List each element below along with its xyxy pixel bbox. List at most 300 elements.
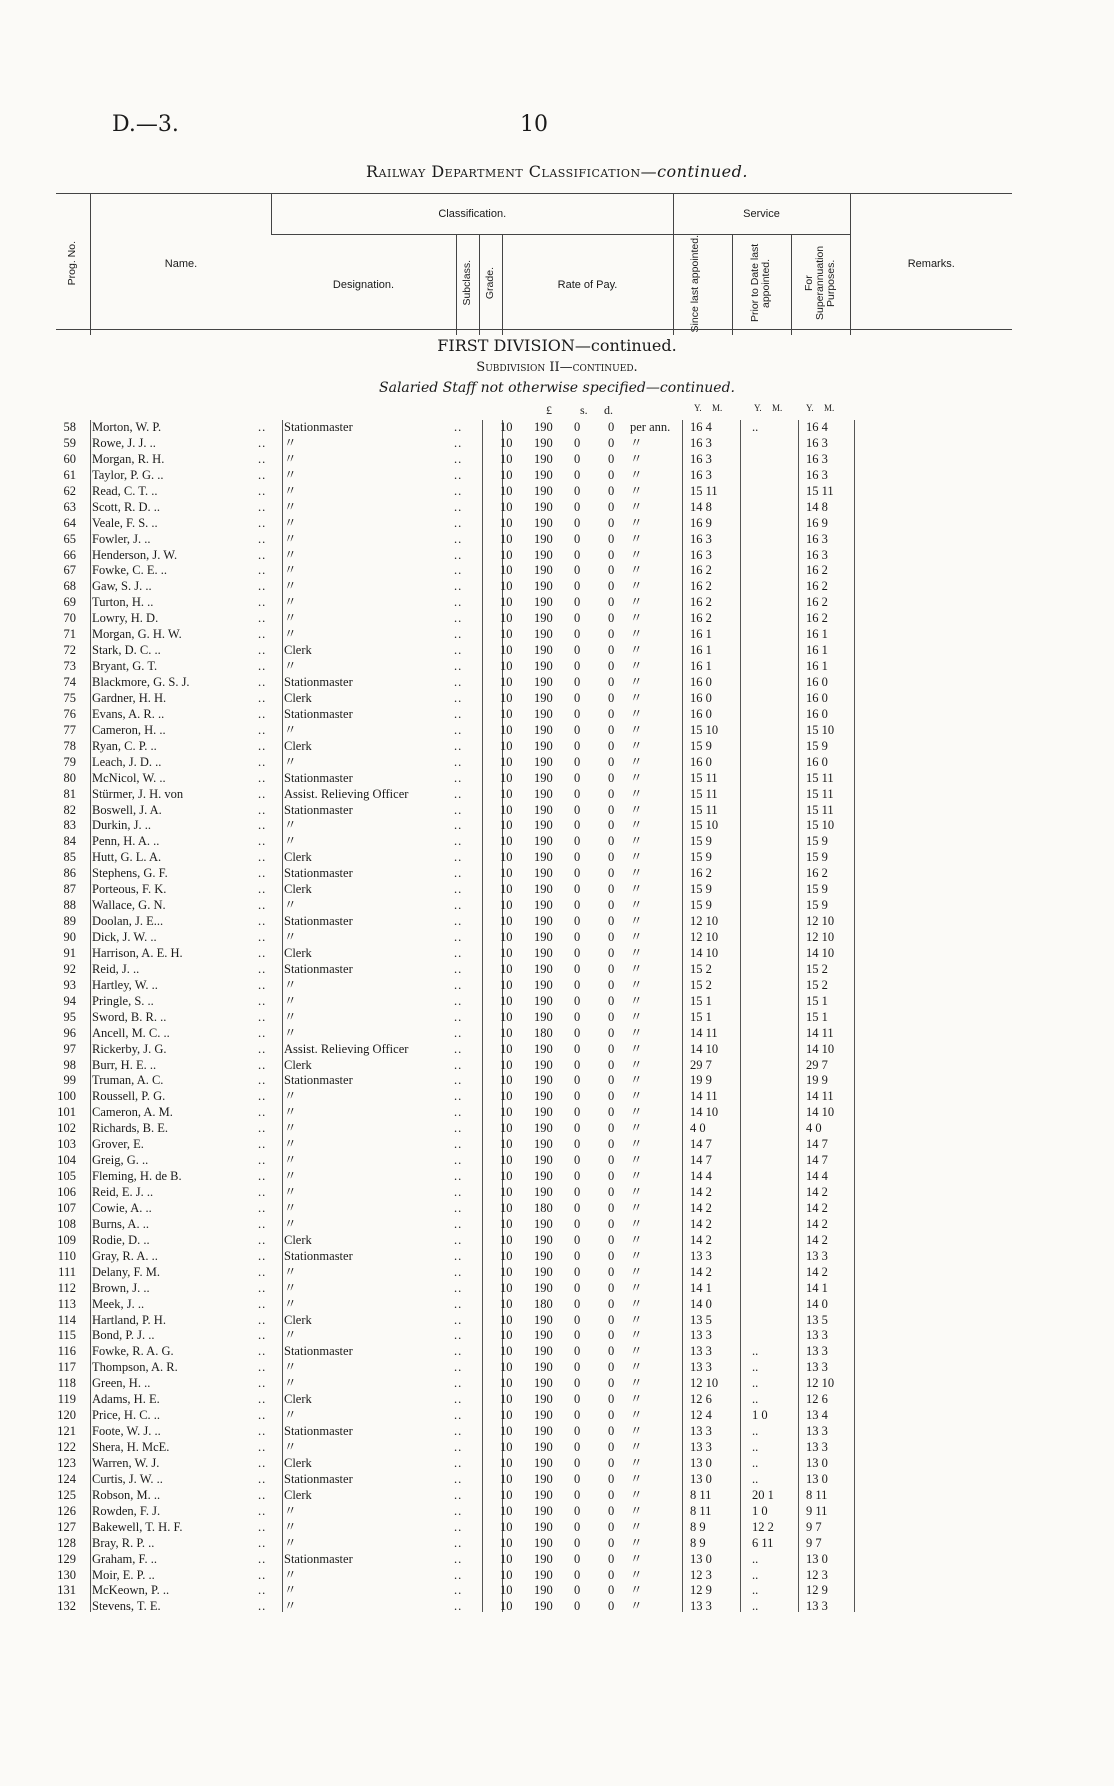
cell-since: 16 9 — [690, 515, 712, 530]
cell-super: 12 3 — [806, 1567, 828, 1582]
cell-name: Stark, D. C. .. — [92, 643, 161, 658]
cell-d: 0 — [608, 882, 615, 897]
cell-grade: 10 — [500, 627, 513, 642]
cell-super: 9 7 — [806, 1535, 822, 1550]
cell-name: Bray, R. P. .. — [92, 1535, 155, 1550]
cell-des: Stationmaster — [284, 1248, 353, 1263]
cell-super: 16 0 — [806, 675, 828, 689]
leader-dots: .. — [454, 1519, 463, 1534]
table-row — [56, 1392, 1016, 1408]
leader-dots: .. — [258, 1121, 267, 1136]
table-row — [56, 1504, 1016, 1520]
table-row — [56, 1472, 1016, 1488]
cell-d: 0 — [608, 659, 615, 674]
col-prior: Prior to Date last appointed. — [732, 234, 791, 335]
leader-dots: .. — [258, 1551, 267, 1566]
cell-super: 16 3 — [806, 531, 828, 546]
leader-dots: .. — [258, 850, 267, 865]
cell-des: 〃 — [284, 531, 297, 546]
cell-super: 14 2 — [806, 1264, 828, 1279]
cell-s: 0 — [574, 1121, 581, 1136]
cell-super: 13 3 — [806, 1328, 828, 1343]
cell-name: Moir, E. P. .. — [92, 1567, 155, 1582]
cell-name: Gaw, S. J. .. — [92, 579, 152, 594]
cell-name: Grover, E. — [92, 1137, 144, 1152]
cell-pay: 190 — [534, 706, 553, 721]
cell-super: 16 2 — [806, 866, 828, 881]
cell-s: 0 — [574, 818, 581, 833]
cell-pay: 190 — [534, 1519, 553, 1534]
cell-grade: 10 — [500, 834, 513, 849]
cell-grade: 10 — [500, 1312, 513, 1327]
cell-super: 13 3 — [806, 1344, 828, 1359]
col-rate: Rate of Pay. — [502, 234, 673, 335]
cell-d: 0 — [608, 1360, 615, 1375]
table-row — [56, 627, 1016, 643]
leader-dots: .. — [454, 706, 463, 721]
cell-s: 0 — [574, 1376, 581, 1391]
table-row — [56, 1201, 1016, 1217]
cell-pay: 190 — [534, 627, 553, 642]
table-row — [56, 1073, 1016, 1089]
cell-d: 0 — [608, 547, 615, 562]
cell-super: 14 2 — [806, 1232, 828, 1247]
cell-pay: 190 — [534, 786, 553, 801]
table-row — [56, 1583, 1016, 1599]
leader-dots: .. — [258, 563, 267, 578]
cell-s: 0 — [574, 993, 581, 1008]
col-since: Since last appointed. — [673, 234, 732, 335]
cell-name: Morton, W. P. — [92, 420, 162, 434]
col-grade: Grade. — [479, 234, 502, 335]
cell-d: 0 — [608, 1009, 615, 1024]
cell-pay: 190 — [534, 1248, 553, 1263]
cell-grade: 10 — [500, 1216, 513, 1231]
leader-dots: .. — [454, 579, 463, 594]
cell-des: 〃 — [284, 1280, 297, 1295]
cell-d: 0 — [608, 866, 615, 881]
cell-name: Morgan, G. H. W. — [92, 627, 182, 642]
cell-no: 73 — [63, 659, 76, 674]
cell-s: 0 — [574, 1440, 581, 1454]
cell-name: Adams, H. E. — [92, 1392, 160, 1407]
cell-since: 8 9 — [690, 1535, 706, 1550]
cell-since: 12 3 — [690, 1567, 712, 1582]
cell-pay: 190 — [534, 898, 553, 913]
cell-super: 16 0 — [806, 706, 828, 721]
cell-s: 0 — [574, 1169, 581, 1184]
cell-pay: 190 — [534, 738, 553, 753]
leader-dots: .. — [258, 643, 267, 658]
leader-dots: .. — [454, 1105, 463, 1120]
table-row — [56, 1344, 1016, 1360]
cell-no: 70 — [63, 611, 76, 626]
cell-grade: 10 — [500, 898, 513, 913]
cell-per: 〃 — [630, 1105, 643, 1120]
cell-super: 13 0 — [806, 1455, 828, 1470]
cell-no: 107 — [57, 1200, 76, 1215]
cell-d: 0 — [608, 1185, 615, 1199]
cell-name: Robson, M. .. — [92, 1487, 161, 1502]
cell-s: 0 — [574, 770, 581, 785]
cell-s: 0 — [574, 1551, 581, 1566]
cell-des: Clerk — [284, 1232, 312, 1247]
cell-des: 〃 — [284, 659, 297, 674]
leader-dots: .. — [454, 1360, 463, 1375]
cell-des: 〃 — [284, 467, 297, 482]
cell-super: 16 2 — [806, 563, 828, 578]
table-row — [56, 1424, 1016, 1440]
cell-super: 14 7 — [806, 1137, 828, 1152]
cell-since: 14 1 — [690, 1280, 712, 1295]
cell-since: 12 10 — [690, 1376, 719, 1391]
cell-s: 0 — [574, 1264, 581, 1279]
cell-super: 15 10 — [806, 722, 835, 737]
title-continued: continued. — [657, 162, 748, 181]
table-row — [56, 1169, 1016, 1185]
cell-per: 〃 — [630, 1519, 643, 1534]
cell-pay: 190 — [534, 1599, 553, 1614]
cell-pay: 190 — [534, 563, 553, 578]
cell-no: 98 — [63, 1057, 76, 1072]
cell-des: Clerk — [284, 1057, 312, 1072]
cell-grade: 10 — [500, 467, 513, 482]
cell-pay: 190 — [534, 1264, 553, 1279]
cell-s: 0 — [574, 738, 581, 753]
cell-since: 12 10 — [690, 914, 719, 929]
cell-per: 〃 — [630, 1153, 643, 1168]
cell-grade: 10 — [500, 1408, 513, 1423]
cell-name: Richards, B. E. — [92, 1121, 169, 1136]
leader-dots: .. — [454, 786, 463, 801]
cell-per: 〃 — [630, 834, 643, 849]
leader-dots: .. — [258, 961, 267, 976]
cell-name: Scott, R. D. .. — [92, 499, 161, 514]
leader-dots: .. — [454, 1248, 463, 1263]
table-row — [56, 1233, 1016, 1249]
cell-d: 0 — [608, 435, 615, 450]
leader-dots: .. — [258, 499, 267, 514]
cell-d: 0 — [608, 930, 615, 944]
cell-d: 0 — [608, 1567, 615, 1582]
cell-no: 62 — [63, 483, 76, 498]
table-row — [56, 1536, 1016, 1552]
cell-per: 〃 — [630, 1551, 643, 1566]
cell-since: 14 8 — [690, 499, 712, 514]
leader-dots: .. — [454, 1487, 463, 1502]
leader-dots: .. — [258, 898, 267, 913]
cell-grade: 10 — [500, 1169, 513, 1184]
cell-per: 〃 — [630, 675, 643, 689]
cell-per: 〃 — [630, 515, 643, 530]
cell-name: Reid, E. J. .. — [92, 1185, 154, 1199]
cell-since: 16 0 — [690, 706, 712, 721]
leader-dots: .. — [454, 1424, 463, 1439]
cell-super: 15 11 — [806, 770, 834, 785]
cell-pay: 190 — [534, 1312, 553, 1327]
leader-dots: .. — [258, 1440, 267, 1454]
cell-since: 13 3 — [690, 1424, 712, 1439]
leader-dots: .. — [454, 1296, 463, 1311]
cell-des: Stationmaster — [284, 1471, 353, 1486]
cell-per: 〃 — [630, 1089, 643, 1104]
cell-name: Burns, A. .. — [92, 1216, 149, 1231]
leader-dots: .. — [258, 1153, 267, 1168]
cell-name: Ryan, C. P. .. — [92, 738, 157, 753]
cell-no: 90 — [63, 930, 76, 944]
cell-d: 0 — [608, 1344, 615, 1359]
cell-per: 〃 — [630, 1073, 643, 1088]
cell-pay: 190 — [534, 850, 553, 865]
cell-s: 0 — [574, 914, 581, 929]
cell-super: 13 3 — [806, 1424, 828, 1439]
cell-per: 〃 — [630, 1312, 643, 1327]
cell-since: 14 11 — [690, 1089, 718, 1104]
cell-since: 14 4 — [690, 1169, 712, 1184]
leader-dots: .. — [258, 754, 267, 769]
cell-name: Taylor, P. G. .. — [92, 467, 164, 482]
cell-s: 0 — [574, 786, 581, 801]
cell-no: 79 — [63, 754, 76, 769]
leader-dots: .. — [454, 1025, 463, 1040]
cell-per: 〃 — [630, 1535, 643, 1550]
cell-name: Boswell, J. A. — [92, 802, 162, 817]
table-row — [56, 1440, 1016, 1456]
cell-d: 0 — [608, 595, 615, 610]
cell-no: 65 — [63, 531, 76, 546]
table-row — [56, 1105, 1016, 1121]
cell-since: 12 10 — [690, 930, 719, 944]
cell-super: 14 8 — [806, 499, 828, 514]
cell-d: 0 — [608, 770, 615, 785]
cell-super: 12 9 — [806, 1583, 828, 1598]
table-row — [56, 1376, 1016, 1392]
cell-d: 0 — [608, 1137, 615, 1152]
cell-since: 15 1 — [690, 1009, 712, 1024]
cell-no: 71 — [63, 627, 76, 642]
cell-d: 0 — [608, 1535, 615, 1550]
cell-pay: 190 — [534, 420, 553, 434]
cell-des: Clerk — [284, 1487, 312, 1502]
table-row — [56, 739, 1016, 755]
table-row — [56, 850, 1016, 866]
cell-d: 0 — [608, 754, 615, 769]
cell-name: Cameron, H. .. — [92, 722, 166, 737]
cell-super: 15 1 — [806, 993, 828, 1008]
cell-name: Stürmer, J. H. von — [92, 786, 184, 801]
leader-dots: .. — [454, 1312, 463, 1327]
cell-d: 0 — [608, 1599, 615, 1614]
cell-super: 13 0 — [806, 1551, 828, 1566]
cell-grade: 10 — [500, 1599, 513, 1614]
cell-des: Clerk — [284, 850, 312, 865]
leader-dots: .. — [258, 595, 267, 610]
cell-s: 0 — [574, 643, 581, 658]
cell-des: 〃 — [284, 1185, 297, 1199]
table-row — [56, 500, 1016, 516]
col-name: Name. — [91, 194, 272, 335]
cell-name: Sword, B. R. .. — [92, 1009, 167, 1024]
table-row — [56, 468, 1016, 484]
cell-per: 〃 — [630, 690, 643, 705]
cell-d: 0 — [608, 834, 615, 849]
cell-no: 120 — [57, 1408, 76, 1423]
cell-grade: 10 — [500, 643, 513, 658]
leader-dots: .. — [258, 467, 267, 482]
cell-d: 0 — [608, 706, 615, 721]
table-row — [56, 548, 1016, 564]
cell-des: 〃 — [284, 1503, 297, 1518]
cell-pay: 190 — [534, 802, 553, 817]
cell-des: Assist. Relieving Officer — [284, 786, 409, 801]
cell-per: 〃 — [630, 1487, 643, 1502]
leader-dots: .. — [454, 1503, 463, 1518]
leader-dots: .. — [454, 563, 463, 578]
cell-since: 15 2 — [690, 977, 712, 992]
leader-dots: .. — [454, 1057, 463, 1072]
cell-name: Fowke, C. E. .. — [92, 563, 167, 578]
leader-dots: .. — [258, 818, 267, 833]
cell-prior: 6 11 — [752, 1535, 774, 1550]
table-row — [56, 866, 1016, 882]
cell-pay: 190 — [534, 690, 553, 705]
cell-des: 〃 — [284, 1121, 297, 1136]
cell-d: 0 — [608, 1073, 615, 1088]
cell-pay: 190 — [534, 914, 553, 929]
leader-dots: .. — [258, 866, 267, 881]
leader-dots: .. — [454, 467, 463, 482]
cell-d: 0 — [608, 898, 615, 913]
cell-since: 8 11 — [690, 1487, 712, 1502]
cell-des: 〃 — [284, 451, 297, 466]
cell-name: Green, H. .. — [92, 1376, 151, 1391]
cell-s: 0 — [574, 961, 581, 976]
leader-dots: .. — [454, 818, 463, 833]
cell-since: 16 4 — [690, 420, 712, 434]
leader-dots: .. — [454, 451, 463, 466]
cell-des: 〃 — [284, 754, 297, 769]
cell-since: 15 10 — [690, 818, 719, 833]
cell-s: 0 — [574, 483, 581, 498]
cell-pay: 180 — [534, 1200, 553, 1215]
cell-grade: 10 — [500, 961, 513, 976]
leader-dots: .. — [258, 1344, 267, 1359]
cell-des: Stationmaster — [284, 706, 353, 721]
cell-since: 13 3 — [690, 1440, 712, 1454]
cell-per: 〃 — [630, 1599, 643, 1614]
leader-dots: .. — [258, 1089, 267, 1104]
cell-des: 〃 — [284, 1328, 297, 1343]
cell-s: 0 — [574, 1232, 581, 1247]
leader-dots: .. — [258, 1360, 267, 1375]
cell-s: 0 — [574, 1567, 581, 1582]
cell-grade: 10 — [500, 515, 513, 530]
cell-per: 〃 — [630, 595, 643, 610]
cell-grade: 10 — [500, 754, 513, 769]
cell-no: 80 — [63, 770, 76, 785]
leader-dots: .. — [258, 547, 267, 562]
cell-no: 89 — [63, 914, 76, 929]
leader-dots: .. — [454, 802, 463, 817]
cell-no: 67 — [63, 563, 76, 578]
leader-dots: .. — [454, 1280, 463, 1295]
cell-s: 0 — [574, 930, 581, 944]
cell-since: 16 2 — [690, 579, 712, 594]
cell-grade: 10 — [500, 1376, 513, 1391]
cell-d: 0 — [608, 1424, 615, 1439]
cell-pay: 190 — [534, 1121, 553, 1136]
cell-super: 16 1 — [806, 627, 828, 642]
leader-dots: .. — [454, 643, 463, 658]
cell-s: 0 — [574, 659, 581, 674]
cell-since: 8 9 — [690, 1519, 706, 1534]
cell-per: 〃 — [630, 1185, 643, 1199]
cell-since: 13 3 — [690, 1328, 712, 1343]
leader-dots: .. — [454, 1599, 463, 1614]
cell-s: 0 — [574, 1153, 581, 1168]
cell-d: 0 — [608, 914, 615, 929]
cell-super: 16 2 — [806, 611, 828, 626]
cell-since: 16 3 — [690, 435, 712, 450]
cell-no: 58 — [63, 420, 76, 434]
leader-dots: .. — [454, 1471, 463, 1486]
cell-since: 15 11 — [690, 786, 718, 801]
cell-super: 13 5 — [806, 1312, 828, 1327]
cell-des: Stationmaster — [284, 1073, 353, 1088]
cell-s: 0 — [574, 898, 581, 913]
cell-super: 13 0 — [806, 1471, 828, 1486]
cell-d: 0 — [608, 611, 615, 626]
table-row — [56, 946, 1016, 962]
cell-per: 〃 — [630, 1169, 643, 1184]
table-row — [56, 1568, 1016, 1584]
cell-grade: 10 — [500, 1025, 513, 1040]
leader-dots: .. — [454, 1567, 463, 1582]
cell-s: 0 — [574, 675, 581, 689]
cell-s: 0 — [574, 1057, 581, 1072]
cell-no: 83 — [63, 818, 76, 833]
leader-dots: .. — [258, 420, 267, 434]
cell-prior: .. — [752, 420, 759, 434]
cell-d: 0 — [608, 675, 615, 689]
leader-dots: .. — [258, 1471, 267, 1486]
cell-pay: 190 — [534, 1471, 553, 1486]
cell-since: 29 7 — [690, 1057, 712, 1072]
cell-d: 0 — [608, 420, 615, 434]
unit-m3: M. — [824, 403, 835, 413]
leader-dots: .. — [454, 499, 463, 514]
table-row — [56, 962, 1016, 978]
cell-name: Fowke, R. A. G. — [92, 1344, 174, 1359]
cell-no: 76 — [63, 706, 76, 721]
cell-no: 91 — [63, 945, 76, 960]
cell-name: Penn, H. A. .. — [92, 834, 160, 849]
cell-super: 19 9 — [806, 1073, 828, 1088]
cell-des: 〃 — [284, 818, 297, 833]
cell-since: 14 2 — [690, 1216, 712, 1231]
cell-d: 0 — [608, 802, 615, 817]
cell-name: Morgan, R. H. — [92, 451, 165, 466]
page-number: 10 — [520, 112, 548, 137]
table-row — [56, 643, 1016, 659]
cell-super: 16 0 — [806, 754, 828, 769]
cell-s: 0 — [574, 802, 581, 817]
cell-per: 〃 — [630, 1408, 643, 1423]
cell-name: Reid, J. .. — [92, 961, 140, 976]
table-row — [56, 1042, 1016, 1058]
cell-des: Stationmaster — [284, 1551, 353, 1566]
cell-prior: .. — [752, 1424, 759, 1439]
